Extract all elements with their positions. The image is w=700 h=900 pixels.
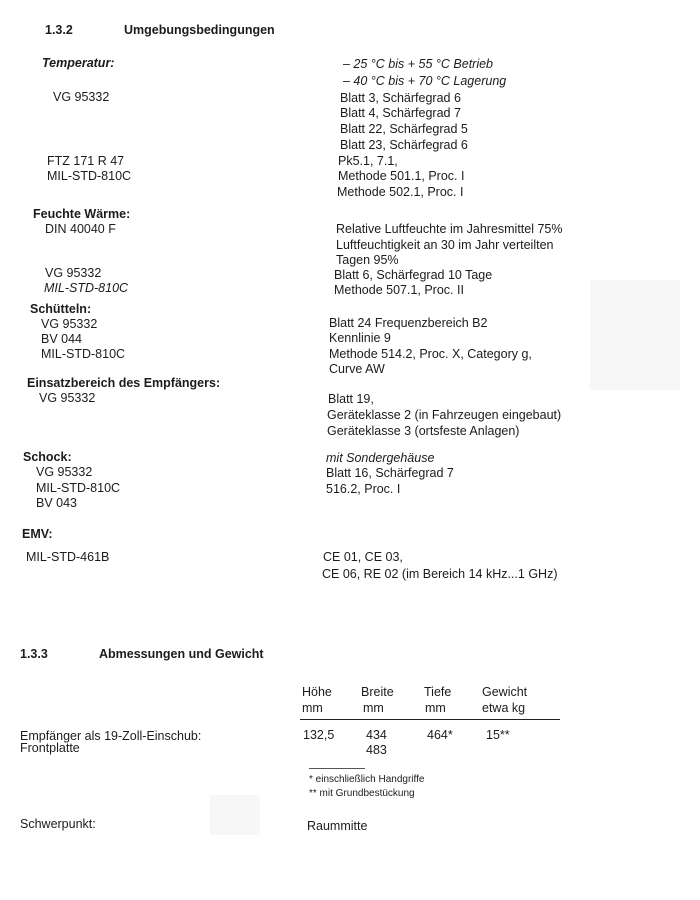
column-unit-tiefe: mm (425, 701, 446, 715)
column-unit-breite: mm (363, 701, 384, 715)
cell-gewicht: 15** (486, 728, 510, 742)
standard-label: MIL-STD-810C (47, 169, 132, 183)
cell-hoehe: 132,5 (303, 728, 335, 742)
standard-label: MIL-STD-810C (36, 481, 121, 495)
footnote: ** mit Grundbestückung (309, 788, 415, 799)
standard-label: VG 95332 (36, 465, 93, 479)
standard-label: BV 043 (36, 496, 78, 510)
temperatur-range: – 25 °C bis + 55 °C Betrieb (343, 57, 494, 71)
standard-value: Blatt 19, (328, 392, 374, 406)
section-number: 1.3.3 (20, 647, 48, 661)
section-title: Umgebungsbedingungen (124, 23, 275, 37)
standard-label: MIL-STD-461B (26, 550, 110, 564)
temperatur-range: – 40 °C bis + 70 °C Lagerung (343, 74, 507, 88)
standard-label: FTZ 171 R 47 (47, 154, 125, 168)
standard-label: MIL-STD-810C (44, 281, 129, 295)
standard-value: Geräteklasse 3 (ortsfeste Anlagen) (327, 424, 520, 438)
show-through-mark (210, 795, 260, 835)
schwerpunkt-value: Raummitte (307, 819, 368, 833)
standard-value: Methode 514.2, Proc. X, Category g, (329, 347, 532, 361)
column-header-hoehe: Höhe (302, 685, 332, 699)
standard-label: VG 95332 (53, 90, 110, 104)
standard-label: MIL-STD-810C (41, 347, 126, 361)
row-label: Frontplatte (20, 741, 80, 755)
footnote: * einschließlich Handgriffe (309, 774, 425, 785)
standard-value: Blatt 6, Schärfegrad 10 Tage (334, 268, 493, 282)
schock-heading: Schock: (23, 450, 72, 464)
standard-label: BV 044 (41, 332, 83, 346)
column-header-gewicht: Gewicht (482, 685, 528, 699)
section-title: Abmessungen und Gewicht (99, 647, 264, 661)
schuetteln-heading: Schütteln: (30, 302, 92, 316)
standard-value: Blatt 23, Schärfegrad 6 (340, 138, 468, 152)
column-unit-gewicht: etwa kg (482, 701, 526, 715)
standard-value: Blatt 24 Frequenzbereich B2 (329, 316, 488, 330)
cell-tiefe: 464* (427, 728, 453, 742)
temperatur-heading: Temperatur: (42, 56, 115, 70)
standard-value: Methode 502.1, Proc. I (337, 185, 464, 199)
standard-value: Blatt 4, Schärfegrad 7 (340, 106, 461, 120)
standard-label: VG 95332 (41, 317, 98, 331)
feuchte-heading: Feuchte Wärme: (33, 207, 131, 221)
standard-value: 516.2, Proc. I (326, 482, 401, 496)
standard-value: Luftfeuchtigkeit an 30 im Jahr verteilten (336, 238, 554, 252)
standard-value: CE 01, CE 03, (323, 550, 403, 564)
table-header-rule (300, 719, 560, 720)
standard-value: Pk5.1, 7.1, (338, 154, 398, 168)
standard-value: Curve AW (329, 362, 385, 376)
standard-value: CE 06, RE 02 (im Bereich 14 kHz...1 GHz) (322, 567, 558, 581)
section-number: 1.3.2 (45, 23, 73, 37)
standard-value: Blatt 3, Schärfegrad 6 (340, 91, 461, 105)
show-through-mark (590, 280, 680, 390)
schwerpunkt-label: Schwerpunkt: (20, 817, 96, 831)
standard-label: VG 95332 (45, 266, 102, 280)
standard-value: Blatt 22, Schärfegrad 5 (340, 122, 468, 136)
einsatz-heading: Einsatzbereich des Empfängers: (27, 376, 221, 390)
standard-value: Methode 501.1, Proc. I (338, 169, 465, 183)
emv-heading: EMV: (22, 527, 53, 541)
standard-value: Tagen 95% (336, 253, 399, 267)
standard-label: VG 95332 (39, 391, 96, 405)
column-unit-hoehe: mm (302, 701, 323, 715)
footnote-rule (309, 768, 365, 769)
standard-value: Kennlinie 9 (329, 331, 391, 345)
cell-breite: 483 (366, 743, 387, 757)
standard-value: Blatt 16, Schärfegrad 7 (326, 466, 454, 480)
standard-value: Geräteklasse 2 (in Fahrzeugen eingebaut) (327, 408, 562, 422)
standard-label: DIN 40040 F (45, 222, 116, 236)
column-header-breite: Breite (361, 685, 394, 699)
schock-note: mit Sondergehäuse (326, 451, 435, 465)
standard-value: Relative Luftfeuchte im Jahresmittel 75% (336, 222, 563, 236)
standard-value: Methode 507.1, Proc. II (334, 283, 464, 297)
row-label: Empfänger als 19-Zoll-Einschub: (20, 729, 202, 743)
column-header-tiefe: Tiefe (424, 685, 452, 699)
cell-breite: 434 (366, 728, 387, 742)
